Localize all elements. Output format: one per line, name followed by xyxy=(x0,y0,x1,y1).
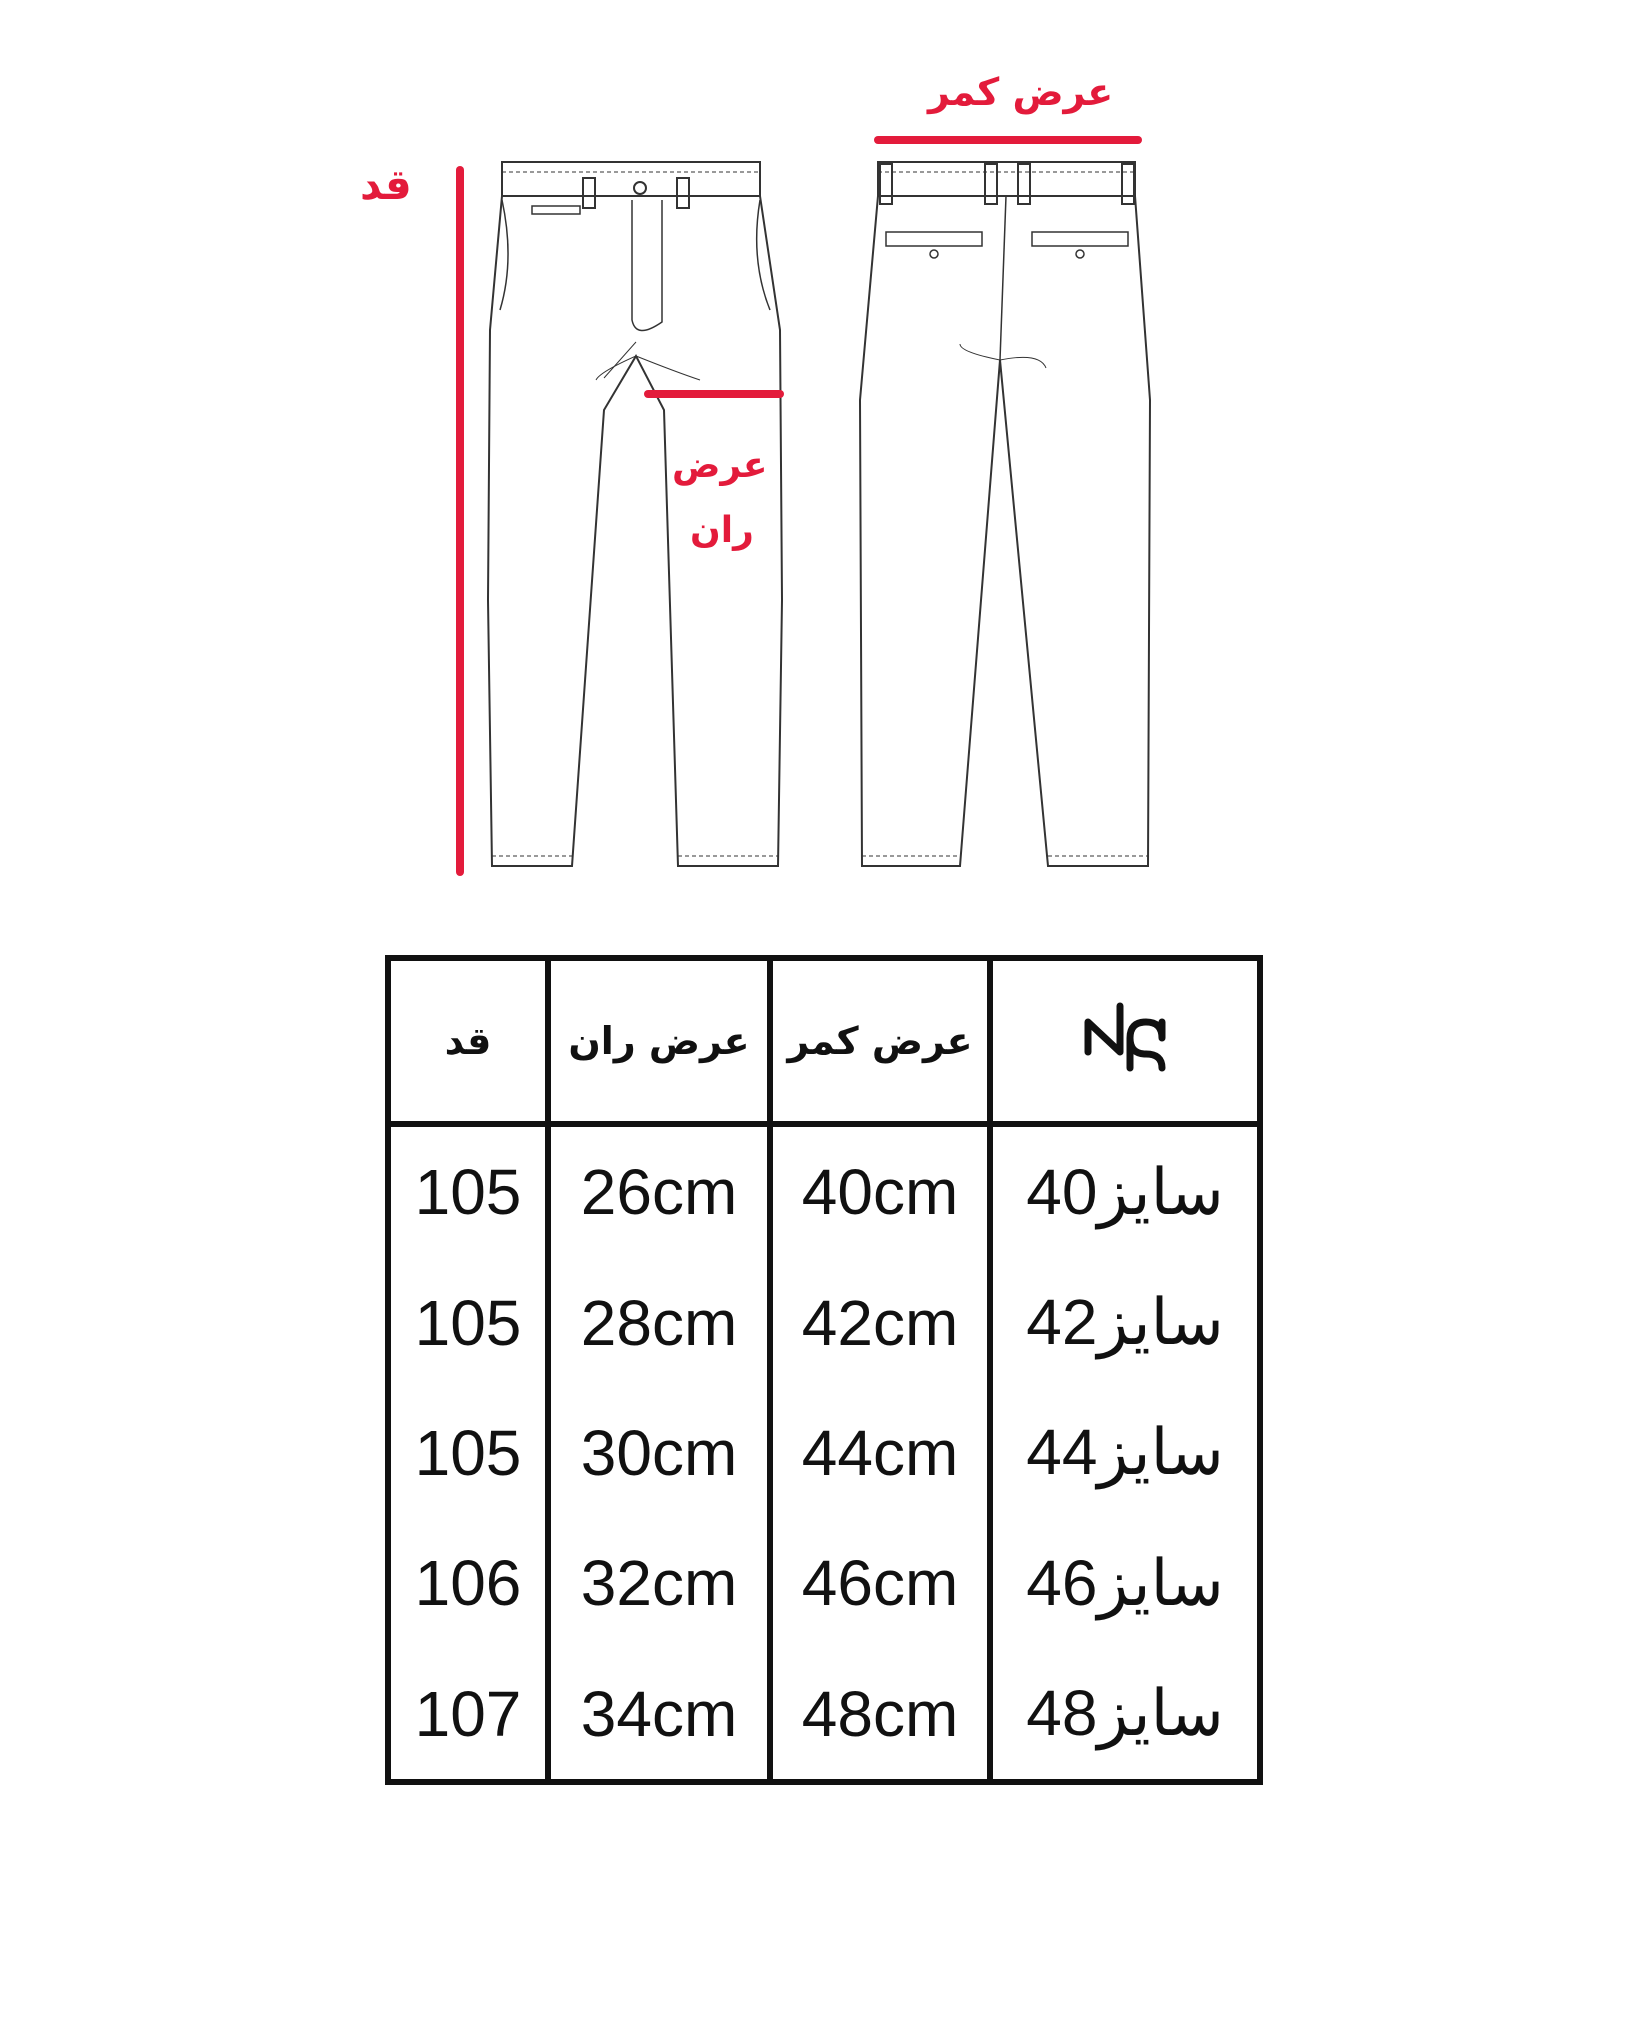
length-cell: 106 xyxy=(388,1518,548,1648)
thigh-cell: 26cm xyxy=(548,1124,770,1257)
size-number: 46 xyxy=(1026,1546,1098,1619)
waist-cell: 40cm xyxy=(770,1124,990,1257)
size-number: 48 xyxy=(1026,1677,1098,1750)
table-row xyxy=(388,1649,1260,1782)
length-cell: 105 xyxy=(388,1124,548,1257)
size-cell xyxy=(990,1257,1260,1387)
header-length: قد xyxy=(388,958,548,1124)
size-prefix: سایز xyxy=(1097,1546,1224,1619)
size-cell xyxy=(990,1388,1260,1518)
size-chart-table xyxy=(385,955,1263,1785)
length-cell: 105 xyxy=(388,1257,548,1387)
pants-illustration xyxy=(0,0,1632,900)
size-prefix: سایز xyxy=(1097,1286,1224,1359)
size-cell xyxy=(990,1124,1260,1257)
size-prefix: سایز xyxy=(1097,1416,1224,1489)
length-cell: 105 xyxy=(388,1388,548,1518)
measurement-markers xyxy=(460,140,1138,872)
table-row xyxy=(388,1124,1260,1257)
header-brand-logo xyxy=(990,958,1260,1124)
header-thigh-width: عرض ران xyxy=(548,958,770,1124)
table-row xyxy=(388,1257,1260,1387)
header-waist-width: عرض کمر xyxy=(770,958,990,1124)
brand-logo-icon xyxy=(1080,992,1170,1082)
size-number: 42 xyxy=(1026,1286,1098,1359)
size-number: 40 xyxy=(1026,1155,1098,1228)
size-table-header-row xyxy=(388,958,1260,1124)
size-prefix: سایز xyxy=(1097,1155,1224,1228)
waist-cell: 48cm xyxy=(770,1649,990,1782)
length-cell: 107 xyxy=(388,1649,548,1782)
table-row xyxy=(388,1518,1260,1648)
waist-cell: 44cm xyxy=(770,1388,990,1518)
thigh-cell: 28cm xyxy=(548,1257,770,1387)
length-label: قد xyxy=(360,160,412,209)
thigh-width-label-line1: عرض xyxy=(672,445,768,486)
size-number: 44 xyxy=(1026,1416,1098,1489)
size-prefix: سایز xyxy=(1097,1677,1224,1750)
waist-cell: 42cm xyxy=(770,1257,990,1387)
table-row xyxy=(388,1388,1260,1518)
pants-measurement-diagram xyxy=(0,0,1632,900)
thigh-cell: 30cm xyxy=(548,1388,770,1518)
thigh-width-label-line2: ران xyxy=(690,510,754,551)
thigh-cell: 34cm xyxy=(548,1649,770,1782)
waist-cell: 46cm xyxy=(770,1518,990,1648)
size-cell xyxy=(990,1518,1260,1648)
size-cell xyxy=(990,1649,1260,1782)
waist-width-label: عرض کمر xyxy=(928,70,1114,114)
pants-back-view xyxy=(860,162,1150,866)
thigh-cell: 32cm xyxy=(548,1518,770,1648)
